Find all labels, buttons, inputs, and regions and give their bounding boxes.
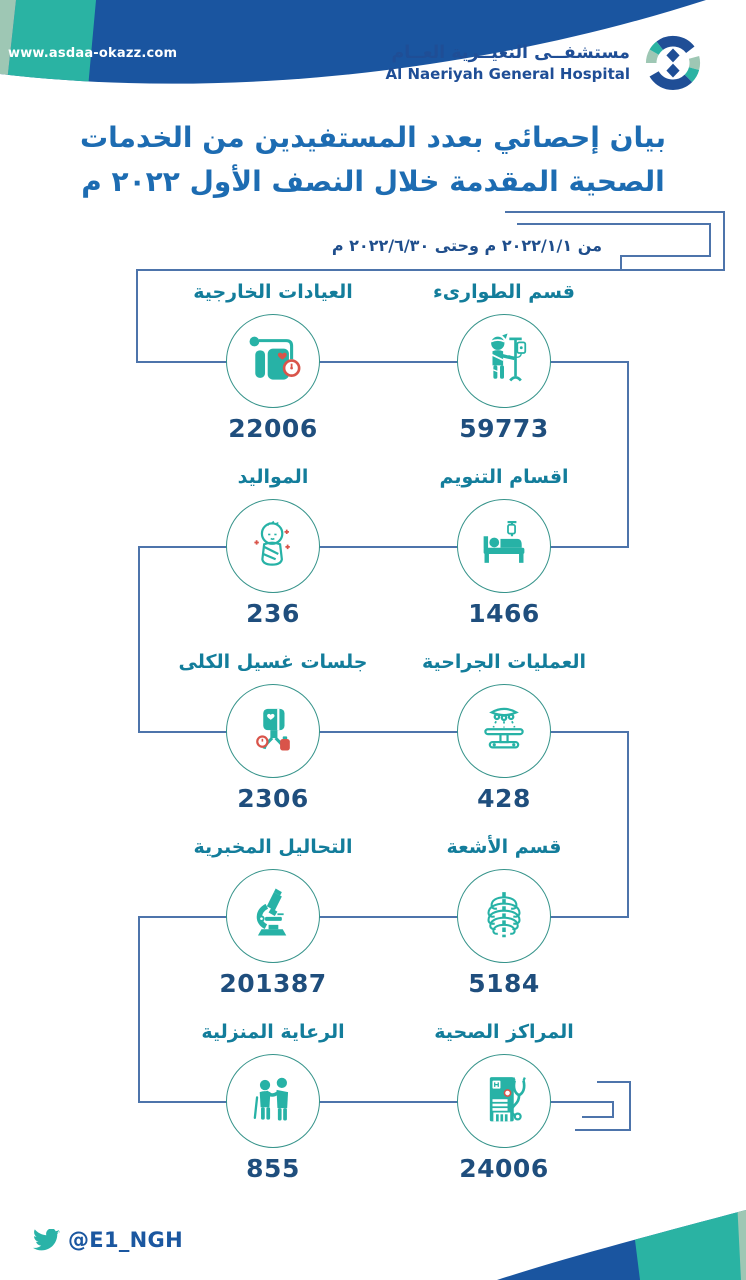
service-value: 236 bbox=[246, 599, 300, 628]
hospital-logo-icon bbox=[640, 30, 706, 96]
service-icon-circle bbox=[226, 684, 320, 778]
service-item-lab-tests bbox=[153, 833, 393, 998]
service-icon-circle bbox=[457, 499, 551, 593]
operating-table-icon bbox=[473, 700, 535, 762]
footer bbox=[33, 1228, 183, 1252]
ribcage-xray-icon bbox=[473, 885, 535, 947]
dialysis-machine-icon bbox=[242, 700, 304, 762]
service-value: 428 bbox=[477, 784, 531, 813]
service-icon-circle bbox=[226, 314, 320, 408]
service-icon-circle bbox=[226, 1054, 320, 1148]
service-icon-circle bbox=[226, 499, 320, 593]
twitter-handle-link[interactable]: @E1_NGH bbox=[68, 1228, 183, 1252]
home-care-icon bbox=[242, 1070, 304, 1132]
service-icon-circle bbox=[457, 314, 551, 408]
service-item-emergency bbox=[384, 278, 624, 443]
hospital-name-arabic: مستشفــى النعيــرية العــام bbox=[391, 43, 630, 63]
service-label: الرعاية المنزلية bbox=[201, 1021, 345, 1043]
service-value: 201387 bbox=[219, 969, 327, 998]
service-label: العيادات الخارجية bbox=[193, 281, 353, 303]
microscope-icon bbox=[242, 885, 304, 947]
service-value: 5184 bbox=[468, 969, 540, 998]
service-item-home-care bbox=[153, 1018, 393, 1183]
health-center-building-icon bbox=[473, 1070, 535, 1132]
service-label: التحاليل المخبرية bbox=[193, 836, 353, 858]
service-label: قسم الطوارىء bbox=[433, 281, 575, 303]
service-item-inpatient-wards bbox=[384, 463, 624, 628]
service-icon-circle bbox=[457, 684, 551, 778]
header-corner-decoration bbox=[0, 0, 746, 132]
hospital-bed-icon bbox=[473, 515, 535, 577]
watermark-link[interactable]: www.asdaa-okazz.com bbox=[8, 46, 178, 61]
service-label: العمليات الجراحية bbox=[421, 651, 587, 673]
title-line-2: الصحية المقدمة خلال النصف الأول ٢٠٢٢ م bbox=[81, 165, 665, 198]
page-title bbox=[0, 116, 746, 204]
service-icon-circle bbox=[226, 869, 320, 963]
service-label: جلسات غسيل الكلى bbox=[178, 651, 368, 673]
service-icon-circle bbox=[457, 869, 551, 963]
newborn-baby-icon bbox=[242, 515, 304, 577]
service-item-health-centers bbox=[384, 1018, 624, 1183]
service-value: 22006 bbox=[228, 414, 318, 443]
hospital-logo-text bbox=[386, 42, 630, 84]
service-label: قسم الأشعة bbox=[446, 836, 562, 858]
service-item-outpatient-clinics bbox=[153, 278, 393, 443]
service-value: 1466 bbox=[468, 599, 540, 628]
hospital-name-english: Al Naeriyah General Hospital bbox=[385, 65, 630, 83]
title-line-1: بيان إحصائي بعدد المستفيدين من الخدمات bbox=[80, 121, 666, 154]
service-label: المراكز الصحية bbox=[434, 1021, 574, 1043]
service-label: اقسام التنويم bbox=[439, 466, 569, 488]
service-value: 855 bbox=[246, 1154, 300, 1183]
service-item-dialysis-sessions bbox=[153, 648, 393, 813]
service-icon-circle bbox=[457, 1054, 551, 1148]
service-value: 59773 bbox=[459, 414, 549, 443]
period-label: من ٢٠٢٢/١/١ م وحتى ٢٠٢٢/٦/٣٠ م bbox=[331, 236, 602, 255]
service-value: 2306 bbox=[237, 784, 309, 813]
service-value: 24006 bbox=[459, 1154, 549, 1183]
service-label: المواليد bbox=[237, 466, 309, 488]
service-item-radiology bbox=[384, 833, 624, 998]
injured-patient-icon bbox=[473, 330, 535, 392]
service-item-newborns bbox=[153, 463, 393, 628]
twitter-bird-icon bbox=[33, 1229, 60, 1252]
blood-pressure-monitor-icon bbox=[242, 330, 304, 392]
service-item-surgeries bbox=[384, 648, 624, 813]
